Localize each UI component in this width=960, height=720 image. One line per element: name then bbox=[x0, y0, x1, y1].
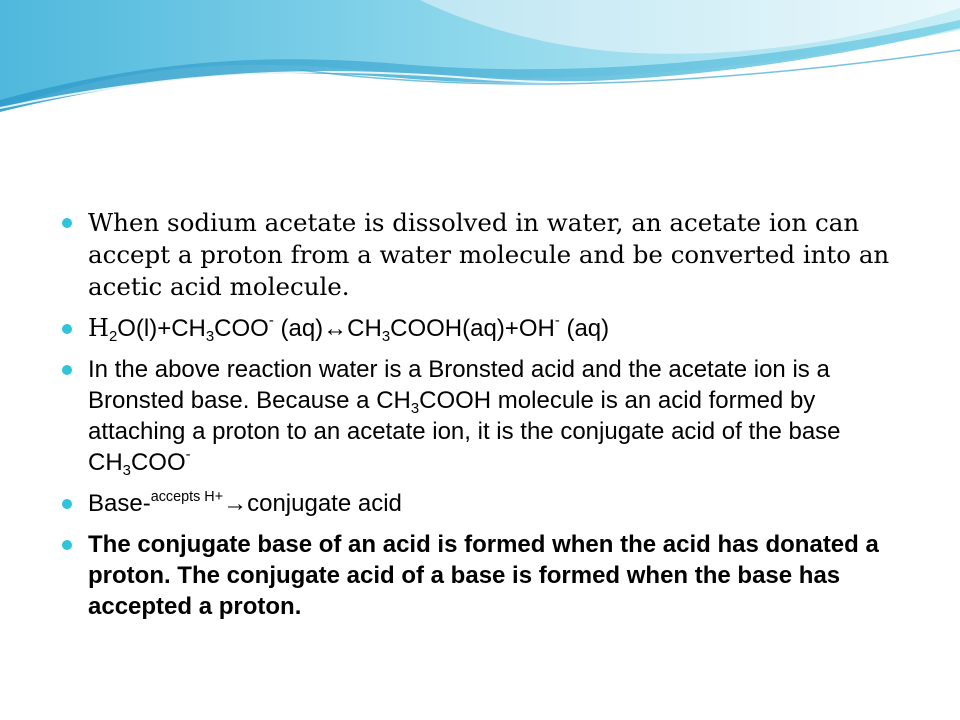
eq-part-2: COO bbox=[214, 315, 269, 342]
bullet-dot-icon bbox=[62, 218, 72, 228]
bullet-dot-icon bbox=[62, 324, 72, 334]
base-part-2: conjugate acid bbox=[247, 490, 402, 517]
eq-part-4: CH bbox=[347, 315, 382, 342]
eq-sub-3a: 3 bbox=[205, 329, 215, 346]
base-part-1: Base- bbox=[88, 490, 151, 517]
bullet-sodium-acetate bbox=[60, 207, 890, 303]
eq-sub-3b: 3 bbox=[381, 329, 391, 346]
right-arrow-icon: → bbox=[223, 490, 248, 517]
header-wave-decoration bbox=[0, 0, 960, 130]
bronsted-sub-3a: 3 bbox=[410, 401, 420, 418]
eq-part-6: (aq) bbox=[559, 315, 610, 342]
bullet-list bbox=[60, 207, 890, 632]
bullet-dot-icon bbox=[62, 540, 72, 550]
bullet-text: The conjugate base of an acid is formed when the acid has donated a proton. The conjugate acid of a base is formed when the base has accepted a proton. bbox=[88, 531, 879, 620]
eq-sub-2: 2 bbox=[108, 329, 118, 346]
eq-part-3: (aq) bbox=[273, 315, 324, 342]
bronsted-part-3: COO bbox=[130, 449, 186, 476]
bullet-text: When sodium acetate is dissolved in water, an acetate ion can accept a proton from a water molecule and be converted into an acetic acid molecule. bbox=[88, 208, 890, 301]
eq-sup-minus-b: - bbox=[554, 312, 560, 329]
eq-part-5: COOH(aq)+OH bbox=[390, 315, 555, 342]
bullet-dot-icon bbox=[62, 499, 72, 509]
bronsted-part-2: COOH molecule is an acid formed by attaching a proton to an acetate ion, it is the conjugate acid of the base CH bbox=[88, 387, 841, 476]
bronsted-sup-minus: - bbox=[185, 446, 191, 463]
bullet-bronsted bbox=[60, 354, 890, 478]
bullet-dot-icon bbox=[62, 365, 72, 375]
bullet-conjugate-summary bbox=[60, 529, 890, 622]
eq-part-1: O(l)+CH bbox=[117, 315, 206, 342]
eq-h: H bbox=[88, 314, 109, 342]
bullet-base-accepts bbox=[60, 488, 890, 519]
bullet-equation bbox=[60, 313, 890, 344]
base-sup-accepts: accepts H+ bbox=[150, 488, 224, 505]
bronsted-sub-3b: 3 bbox=[122, 463, 131, 480]
bronsted-part-1: In the above reaction water is a Bronsted acid and the acetate ion is a Bronsted base. Because a CH bbox=[88, 356, 830, 414]
equilibrium-arrow-icon: ↔ bbox=[323, 315, 348, 342]
eq-sup-minus-a: - bbox=[268, 312, 274, 329]
